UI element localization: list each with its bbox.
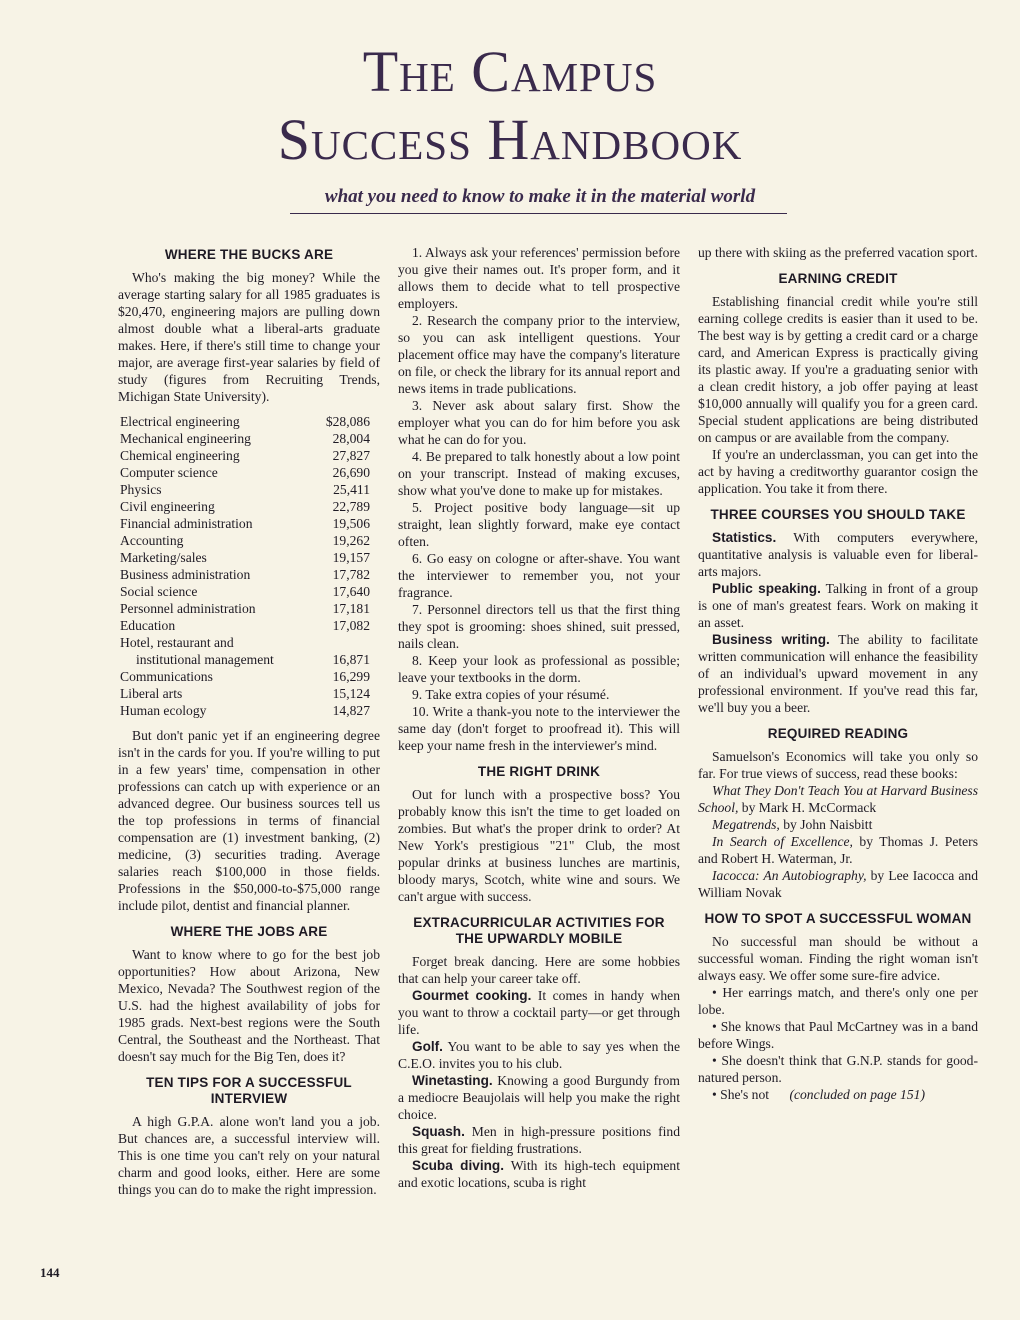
table-row [120, 583, 370, 600]
bullet-item: • Her earrings match, and there's only one per lobe. [698, 985, 978, 1017]
salary-value: 19,262 [332, 533, 370, 548]
course-item [698, 529, 978, 580]
paragraph: A high G.P.A. alone won't land you a job. But chances are, a successful interview will. This is one time you can't rely on your natural charm and good looks, either. Here are some things you can do to make the right impression. [118, 1114, 380, 1197]
book-author: by Lee Iacocca and William Novak [698, 868, 978, 900]
table-row [120, 600, 370, 617]
heading-ten-tips: TEN TIPS FOR A SUCCESSFUL INTERVIEW [146, 1075, 352, 1106]
book-item [698, 816, 978, 833]
book-title: Iacocca: An Autobiography, [712, 868, 867, 883]
salary-field: Electrical engineering [120, 414, 240, 429]
salary-value: 16,299 [332, 669, 370, 684]
hobby-lead: Gourmet cooking. [412, 988, 532, 1003]
course-text: With computers everywhere, quantitative analysis is valuable even for liberal-arts majors. [698, 530, 978, 579]
tip-item: 8. Keep your look as professional as possible; leave your textbooks in the dorm. [398, 653, 680, 685]
salary-field: Civil engineering [120, 499, 215, 514]
salary-field: Education [120, 618, 176, 633]
table-row [120, 481, 370, 498]
paragraph: But don't panic yet if an engineering degree isn't in the cards for you. If you're willing to put in a few years' time, compensation in other professions can catch up with experience or an advanced degree. Our business sources tell us the top professions in terms of financial compensation are (1) investment banking, (2) medicine, (3) securities trading. Average salaries reach $100,000 in those fields. Professions in the $50,000-to-$75,000 range include pilot, dentist and financial planner. [118, 728, 380, 913]
table-row [120, 447, 370, 464]
paragraph: Want to know where to go for the best job opportunities? How about Arizona, New Mexico, Nevada? The Southwest region of the U.S. had the highest availability of jobs for 1985 grads. Next-best regions were the South Central, the Southeast and the Northeast. That doesn't say much for the Big Ten, does it? [118, 947, 380, 1064]
hobby-text: With its high-tech equipment and exotic locations, scuba is right [398, 1158, 681, 1190]
salary-value: 25,411 [333, 482, 370, 497]
salary-field: Hotel, restaurant and [120, 635, 234, 650]
book-item [698, 833, 978, 867]
tip-item: 10. Write a thank-you note to the interviewer the same day (don't forget to proofread it). This will keep your name fresh in the interviewer's mind. [398, 704, 680, 753]
table-row [120, 634, 370, 651]
paragraph: up there with skiing as the preferred vacation sport. [698, 245, 978, 260]
hobby-lead: Scuba diving. [412, 1158, 504, 1173]
heading-three-courses: THREE COURSES YOU SHOULD TAKE [710, 507, 966, 522]
books-list [698, 782, 978, 901]
salary-field: Accounting [120, 533, 184, 548]
salary-value [310, 634, 370, 651]
tip-item: 3. Never ask about salary first. Show the employer what you can do for him before you ask what he can do for you. [398, 398, 680, 447]
tip-item: 4. Be prepared to talk honestly about a low point on your transcript. Instead of making excuses, show what you've done to make up for mistakes. [398, 449, 680, 498]
course-text: The ability to facilitate written communication will enhance the feasibility of an individual's upward movement in any professional environment. If you've read this far, we'll buy you a beer. [698, 632, 979, 715]
last-bullet: • She's not [712, 1087, 770, 1102]
subtitle-underline [290, 213, 787, 214]
table-row [120, 430, 370, 447]
table-row [120, 617, 370, 634]
title-line-1: The Campus [362, 39, 658, 104]
salary-value: 28,004 [332, 431, 370, 446]
book-author: by John Naisbitt [779, 817, 873, 832]
heading-required-reading: REQUIRED READING [767, 726, 909, 741]
table-row [120, 498, 370, 515]
courses-list [698, 529, 978, 716]
table-row [120, 532, 370, 549]
salary-field: Physics [120, 482, 162, 497]
course-lead: Statistics. [712, 530, 777, 545]
table-row [120, 685, 370, 702]
paragraph: If you're an underclassman, you can get into the act by having a creditworthy guarantor cosign the application. You take it from there. [698, 447, 978, 496]
continued-line [698, 1086, 978, 1103]
tip-item: 5. Project positive body language—sit up straight, lean slightly forward, make eye contact often. [398, 500, 680, 549]
salary-value: 19,506 [332, 516, 370, 531]
tip-item: 6. Go easy on cologne or after-shave. You want the interviewer to remember you, not your fragrance. [398, 551, 680, 600]
tip-item: 7. Personnel directors tell us that the first thing they spot is grooming: shoes shined, suit pressed, nails clean. [398, 602, 680, 651]
bullet-item: • She knows that Paul McCartney was in a band before Wings. [698, 1019, 978, 1051]
table-row [120, 651, 370, 668]
hobby-item [398, 1072, 680, 1123]
hobby-item [398, 1157, 680, 1191]
salary-field: Business administration [120, 567, 251, 582]
salary-value: $28,086 [325, 414, 370, 429]
book-title: What They Don't Teach You at Harvard Business School, [698, 783, 978, 815]
paragraph: Who's making the big money? While the average starting salary for all 1985 graduates is $20,470, engineering majors are pulling down almost double what a liberal-arts graduate makes. Here, if there's still time to change your major, are average first-year salaries by field of study (figures from Recruiting Trends, Michigan State University). [118, 270, 380, 404]
salary-field: Marketing/sales [120, 550, 207, 565]
salary-field: Personnel administration [120, 601, 256, 616]
salary-value: 14,827 [332, 703, 370, 718]
paragraph: Out for lunch with a prospective boss? You probably know this isn't the time to get loaded on zombies. But what's the proper drink to order? At New York's prestigious "21" Club, the most popular drinks at business lunches are martinis, bloody marys, Scotch, white wine and sours. We can't argue with success. [398, 787, 680, 904]
course-lead: Business writing. [712, 632, 830, 647]
paragraph: Forget break dancing. Here are some hobbies that can help your career take off. [398, 954, 680, 986]
hobby-text: You want to be able to say yes when the C.E.O. invites you to his club. [398, 1039, 680, 1071]
salary-value: 15,124 [332, 686, 370, 701]
salary-value: 17,082 [332, 618, 370, 633]
hobby-item [398, 1038, 680, 1072]
hobby-text: Knowing a good Burgundy from a mediocre Beaujolais will help you make the right choice. [398, 1073, 680, 1122]
book-item [698, 867, 978, 901]
book-author: by Thomas J. Peters and Robert H. Waterman, Jr. [698, 834, 978, 866]
heading-successful-woman: HOW TO SPOT A SUCCESSFUL WOMAN [704, 911, 972, 926]
book-title: Megatrends, [712, 817, 780, 832]
hobbies-list [398, 987, 680, 1191]
column-3 [698, 244, 978, 1103]
salary-field: Financial administration [120, 516, 253, 531]
table-row [120, 549, 370, 566]
column-1 [118, 244, 380, 1198]
course-text: Talking in front of a group is one of man's greatest fears. Work on making it an asset. [698, 581, 978, 630]
tips-list [398, 244, 680, 754]
course-lead: Public speaking. [712, 581, 821, 596]
salary-field: Communications [120, 669, 213, 684]
heading-where-the-bucks-are: WHERE THE BUCKS ARE [164, 247, 334, 262]
book-item [698, 782, 978, 816]
subtitle: what you need to know to make it in the material world [324, 186, 756, 207]
bullets-list [698, 984, 978, 1086]
table-row [120, 702, 370, 719]
hobby-lead: Winetasting. [412, 1073, 493, 1088]
salary-value: 27,827 [332, 448, 370, 463]
bullet-item: • She doesn't think that G.N.P. stands for good-natured person. [698, 1053, 978, 1085]
title-line-2: Success Handbook [277, 107, 743, 172]
paragraph: No successful man should be without a successful woman. Finding the right woman isn't always easy. We offer some sure-fire advice. [698, 934, 978, 983]
salary-field: Chemical engineering [120, 448, 240, 463]
paragraph: Samuelson's Economics will take you only so far. For true views of success, read these books: [698, 749, 978, 781]
table-row [120, 413, 370, 430]
salary-field: institutional management [136, 652, 274, 667]
table-row [120, 566, 370, 583]
page-title [0, 38, 1020, 174]
hobby-item [398, 1123, 680, 1157]
heading-where-the-jobs-are: WHERE THE JOBS ARE [170, 924, 328, 939]
salary-field: Computer science [120, 465, 218, 480]
tip-item: 2. Research the company prior to the interview, so you can ask intelligent questions. Your placement office may have the company's literature on file, or check the library for its annual report and news items in trade publications. [398, 313, 680, 396]
salary-value: 19,157 [332, 550, 370, 565]
salary-value: 17,181 [332, 601, 370, 616]
heading-the-right-drink: THE RIGHT DRINK [477, 764, 601, 779]
table-row [120, 464, 370, 481]
book-author: by Mark H. McCormack [738, 800, 877, 815]
salary-value: 17,640 [332, 584, 370, 599]
heading-earning-credit: EARNING CREDIT [778, 271, 898, 286]
table-row [120, 515, 370, 532]
course-item [698, 580, 978, 631]
salary-table [120, 413, 370, 719]
salary-field: Human ecology [120, 703, 207, 718]
course-item [698, 631, 978, 716]
hobby-text: Men in high-pressure positions find this great for fielding frustrations. [398, 1124, 680, 1156]
heading-extracurricular: EXTRACURRICULAR ACTIVITIES FOR THE UPWARDLY MOBILE [413, 915, 665, 946]
tip-item: 1. Always ask your references' permission before you give their names out. It's proper form, and it allows them to decide what to tell prospective employers. [398, 245, 680, 311]
salary-field: Social science [120, 584, 198, 599]
book-title: In Search of Excellence, [712, 834, 853, 849]
hobby-lead: Golf. [412, 1039, 443, 1054]
column-2 [398, 244, 680, 1191]
tip-item: 9. Take extra copies of your résumé. [412, 687, 610, 702]
salary-value: 17,782 [332, 567, 370, 582]
salary-field: Mechanical engineering [120, 431, 251, 446]
salary-value: 22,789 [332, 499, 370, 514]
hobby-lead: Squash. [412, 1124, 465, 1139]
salary-field: Liberal arts [120, 686, 183, 701]
salary-value: 16,871 [332, 652, 370, 667]
table-row [120, 668, 370, 685]
paragraph: Establishing financial credit while you're still earning college credits is easier than it used to be. The best way is by getting a credit card or a charge card, and American Express is practically giving its plastic away. If you're a graduating senior with a clean credit history, a job offer paying at least $10,000 annually will qualify you for a green card. Special student applications are being distributed on campus or are available from the company. [698, 294, 978, 445]
continued-note: (concluded on page 151) [789, 1087, 925, 1102]
page-number: 144 [40, 1265, 60, 1280]
salary-value: 26,690 [332, 465, 370, 480]
hobby-item [398, 987, 680, 1038]
hobby-text: It comes in handy when you want to throw a cocktail party—or get through life. [398, 988, 681, 1037]
